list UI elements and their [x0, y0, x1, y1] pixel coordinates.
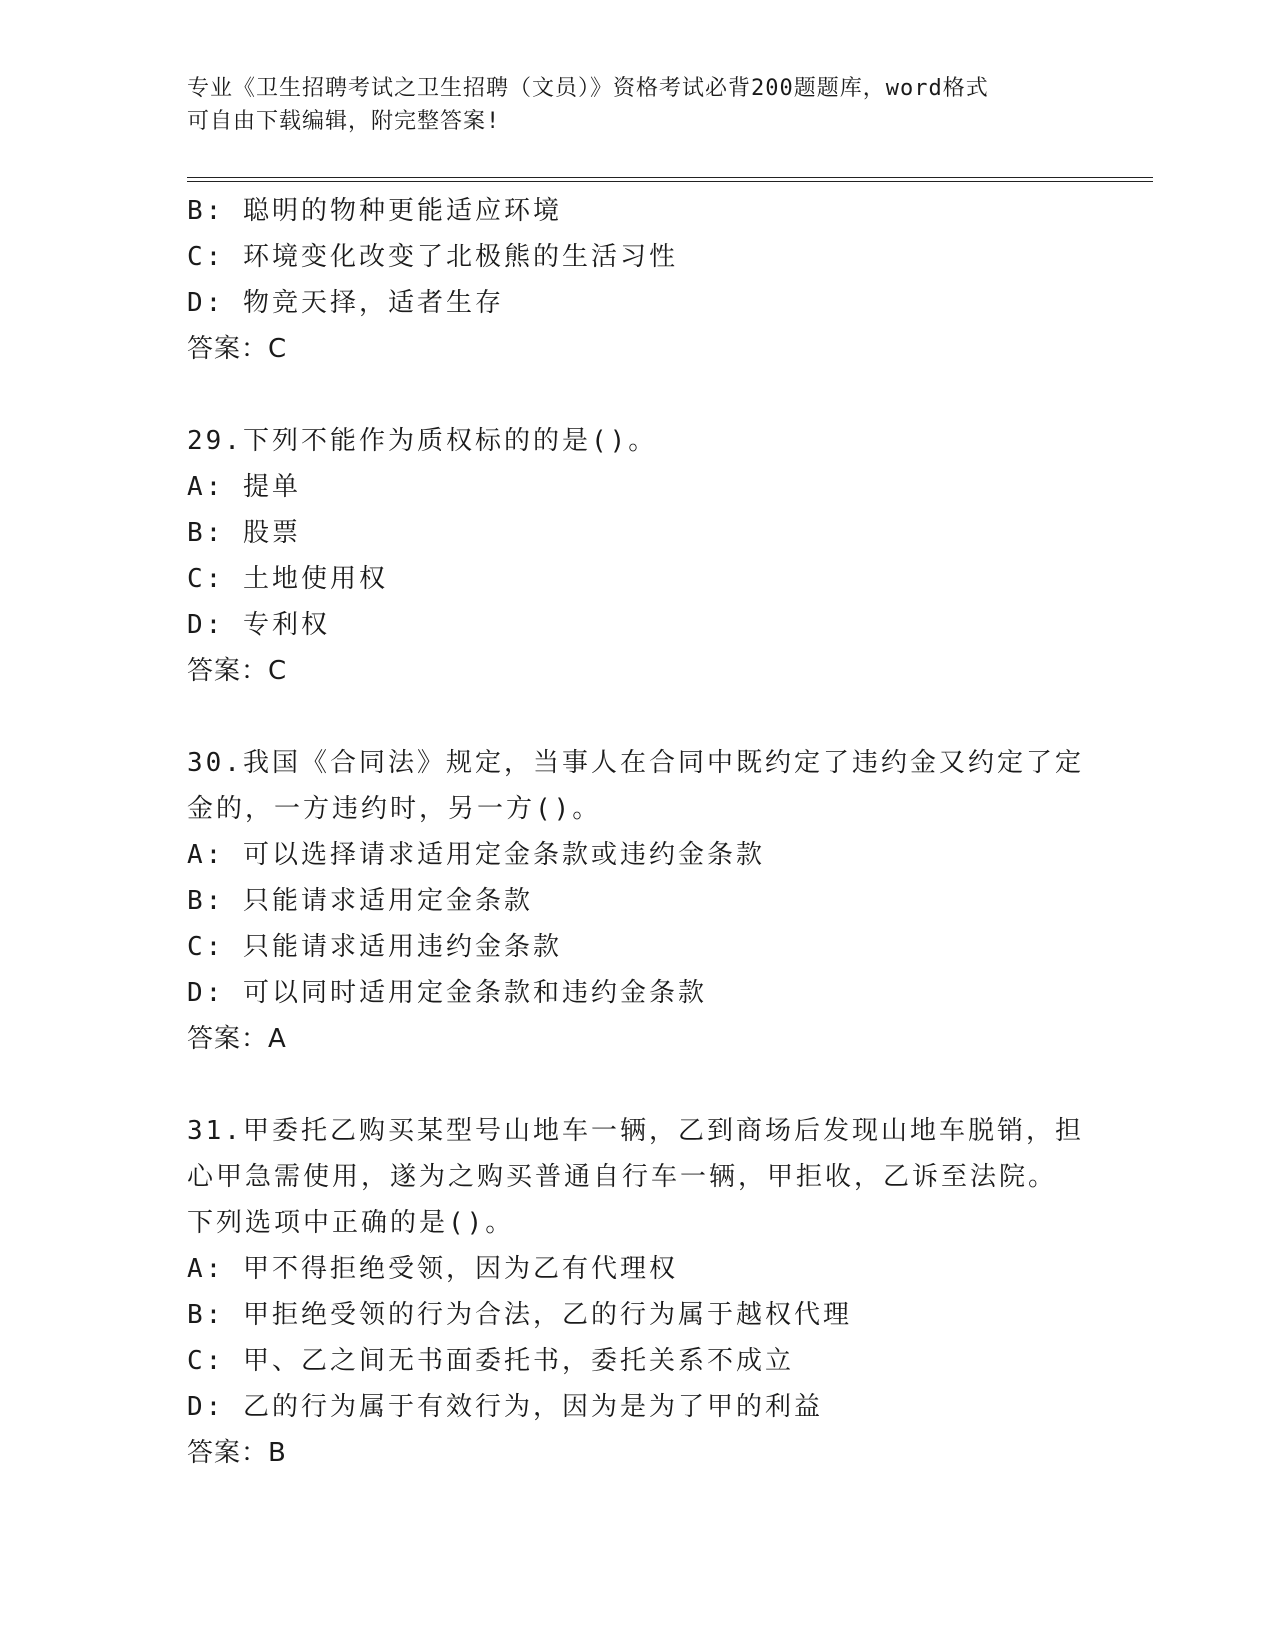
option-b: B: 聪明的物种更能适应环境 [187, 196, 562, 226]
header-title-line-1: 专业《卫生招聘考试之卫生招聘（文员）》资格考试必背200题题库，word格式 [187, 76, 989, 101]
question-30 [187, 740, 1087, 1062]
option-c: C: 甲、乙之间无书面委托书，委托关系不成立 [187, 1346, 794, 1376]
question-content [187, 188, 1087, 1476]
answer-line: 答案：C [187, 334, 288, 364]
answer-line: 答案：A [187, 1024, 287, 1054]
option-d: D: 乙的行为属于有效行为，因为是为了甲的利益 [187, 1392, 823, 1422]
question-31 [187, 1108, 1087, 1476]
header-divider-top [187, 177, 1153, 178]
option-b: B: 只能请求适用定金条款 [187, 886, 533, 916]
option-c: C: 只能请求适用违约金条款 [187, 932, 562, 962]
spacer [187, 1062, 1087, 1108]
option-b: B: 甲拒绝受领的行为合法，乙的行为属于越权代理 [187, 1300, 852, 1330]
document-header [187, 72, 1067, 138]
question-text: 金的，一方违约时，另一方()。 [187, 794, 602, 824]
header-divider-bottom [187, 181, 1153, 182]
option-d: D: 可以同时适用定金条款和违约金条款 [187, 978, 707, 1008]
question-28-continued [187, 188, 1087, 372]
question-text: 心甲急需使用，遂为之购买普通自行车一辆，甲拒收，乙诉至法院。 [187, 1162, 1058, 1192]
option-c: C: 土地使用权 [187, 564, 388, 594]
spacer [187, 372, 1087, 418]
option-c: C: 环境变化改变了北极熊的生活习性 [187, 242, 678, 272]
answer-line: 答案：C [187, 656, 288, 686]
option-a: A: 甲不得拒绝受领，因为乙有代理权 [187, 1254, 678, 1284]
header-title-line-2: 可自由下载编辑，附完整答案! [187, 109, 501, 134]
option-d: D: 专利权 [187, 610, 330, 640]
question-text: 下列选项中正确的是()。 [187, 1208, 515, 1238]
option-b: B: 股票 [187, 518, 301, 548]
option-d: D: 物竞天择，适者生存 [187, 288, 504, 318]
question-text: 31.甲委托乙购买某型号山地车一辆，乙到商场后发现山地车脱销，担 [187, 1116, 1084, 1146]
answer-line: 答案：B [187, 1438, 287, 1468]
option-a: A: 可以选择请求适用定金条款或违约金条款 [187, 840, 765, 870]
spacer [187, 694, 1087, 740]
question-text: 30.我国《合同法》规定，当事人在合同中既约定了违约金又约定了定 [187, 748, 1084, 778]
option-a: A: 提单 [187, 472, 301, 502]
question-text: 29.下列不能作为质权标的的是()。 [187, 426, 658, 456]
question-29 [187, 418, 1087, 694]
